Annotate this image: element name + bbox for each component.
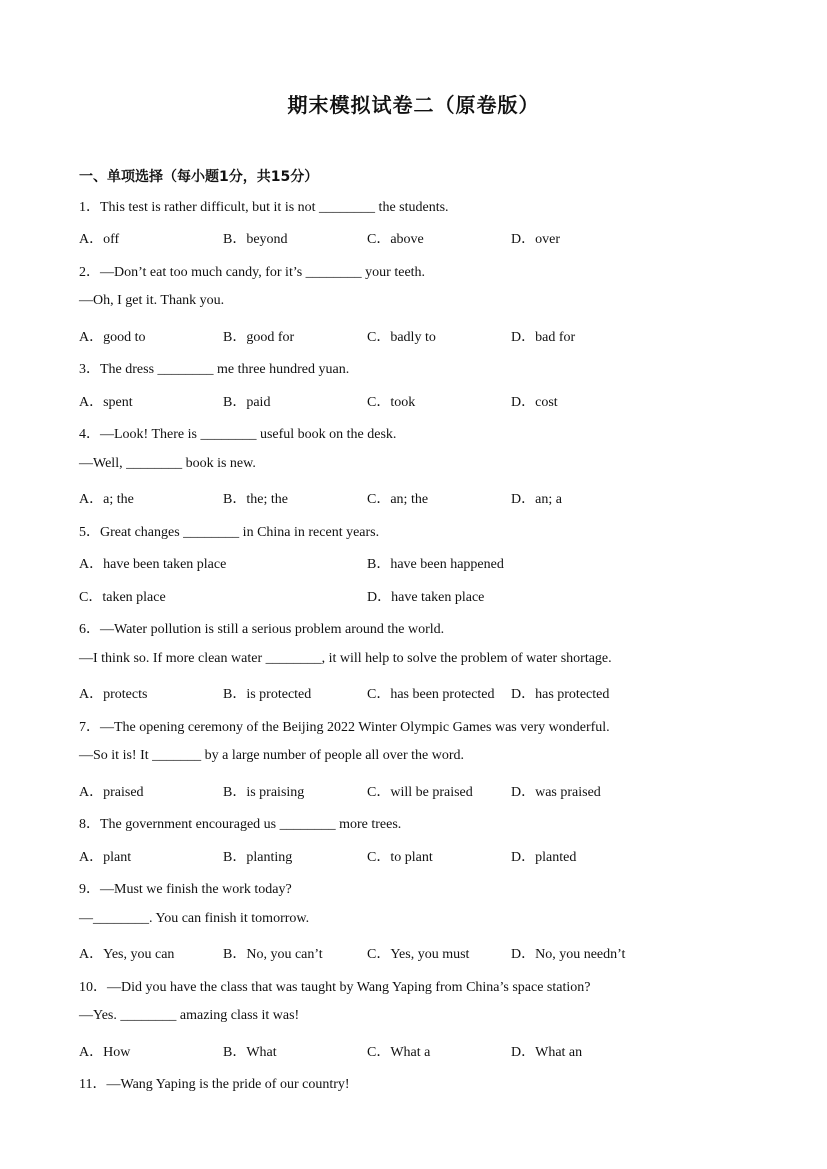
q8-option-c[interactable]: C．to plant	[367, 850, 433, 865]
q9-option-c[interactable]: C．Yes, you must	[367, 947, 470, 962]
q4-option-a[interactable]: A．a; the	[79, 492, 134, 507]
q3-option-b[interactable]: B．paid	[223, 395, 271, 410]
q2-option-b[interactable]: B．good for	[223, 330, 295, 345]
q10-option-b[interactable]: B．What	[223, 1045, 277, 1060]
q3-option-c[interactable]: C．took	[367, 395, 416, 410]
q9-option-b[interactable]: B．No, you can’t	[223, 947, 323, 962]
q7-option-d[interactable]: D．was praised	[511, 785, 601, 800]
q6-option-d[interactable]: D．has protected	[511, 687, 610, 702]
q5-option-d[interactable]: D．have taken place	[367, 590, 485, 605]
question-7-reply: —So it is! It _______ by a large number of people all over the word.	[79, 748, 465, 763]
question-4: 4．—Look! There is ________ useful book on the desk.	[79, 427, 397, 442]
q7-option-b[interactable]: B．is praising	[223, 785, 305, 800]
q5-option-a[interactable]: A．have been taken place	[79, 557, 227, 572]
q1-option-a[interactable]: A．off	[79, 232, 120, 247]
q10-option-a[interactable]: A．How	[79, 1045, 131, 1060]
q10-option-c[interactable]: C．What a	[367, 1045, 431, 1060]
question-10-reply: —Yes. ________ amazing class it was!	[79, 1008, 300, 1023]
question-10: 10．—Did you have the class that was taught by Wang Yaping from China’s space station?	[79, 980, 591, 995]
q4-option-b[interactable]: B．the; the	[223, 492, 288, 507]
question-2-reply: —Oh, I get it. Thank you.	[79, 293, 225, 308]
q2-option-c[interactable]: C．badly to	[367, 330, 436, 345]
q4-option-c[interactable]: C．an; the	[367, 492, 429, 507]
q3-option-a[interactable]: A．spent	[79, 395, 133, 410]
q7-option-c[interactable]: C．will be praised	[367, 785, 473, 800]
q1-option-c[interactable]: C．above	[367, 232, 424, 247]
q4-option-d[interactable]: D．an; a	[511, 492, 562, 507]
question-1: 1．This test is rather difficult, but it is not ________ the students.	[79, 200, 449, 215]
question-5: 5．Great changes ________ in China in recent years.	[79, 525, 380, 540]
q6-option-c[interactable]: C．has been protected	[367, 687, 495, 702]
q7-option-a[interactable]: A．praised	[79, 785, 144, 800]
question-9-reply: —________. You can finish it tomorrow.	[79, 911, 310, 926]
q8-option-b[interactable]: B．planting	[223, 850, 293, 865]
q8-option-a[interactable]: A．plant	[79, 850, 132, 865]
page-title: 期末模拟试卷二（原卷版）	[287, 93, 540, 117]
q1-option-b[interactable]: B．beyond	[223, 232, 288, 247]
question-2: 2．—Don’t eat too much candy, for it’s ________ your teeth.	[79, 265, 426, 280]
q9-option-d[interactable]: D．No, you needn’t	[511, 947, 626, 962]
question-6: 6．—Water pollution is still a serious problem around the world.	[79, 622, 445, 637]
q1-option-d[interactable]: D．over	[511, 232, 560, 247]
section-heading: 一、单项选择（每小题1分，共15分）	[79, 169, 319, 185]
question-4-reply: —Well, ________ book is new.	[79, 456, 256, 471]
question-7: 7．—The opening ceremony of the Beijing 2022 Winter Olympic Games was very wonderful.	[79, 720, 610, 735]
q10-option-d[interactable]: D．What an	[511, 1045, 583, 1060]
question-9: 9．—Must we finish the work today?	[79, 882, 292, 897]
question-8: 8．The government encouraged us ________ more trees.	[79, 817, 402, 832]
q6-option-a[interactable]: A．protects	[79, 687, 148, 702]
q8-option-d[interactable]: D．planted	[511, 850, 577, 865]
question-11: 11．—Wang Yaping is the pride of our country!	[79, 1077, 350, 1092]
question-6-reply: —I think so. If more clean water ________, it will help to solve the problem of water shortage.	[79, 651, 612, 666]
q5-option-b[interactable]: B．have been happened	[367, 557, 504, 572]
q2-option-d[interactable]: D．bad for	[511, 330, 576, 345]
q5-option-c[interactable]: C．taken place	[79, 590, 166, 605]
question-3: 3．The dress ________ me three hundred yuan.	[79, 362, 350, 377]
q9-option-a[interactable]: A．Yes, you can	[79, 947, 175, 962]
q2-option-a[interactable]: A．good to	[79, 330, 146, 345]
q6-option-b[interactable]: B．is protected	[223, 687, 312, 702]
q3-option-d[interactable]: D．cost	[511, 395, 558, 410]
